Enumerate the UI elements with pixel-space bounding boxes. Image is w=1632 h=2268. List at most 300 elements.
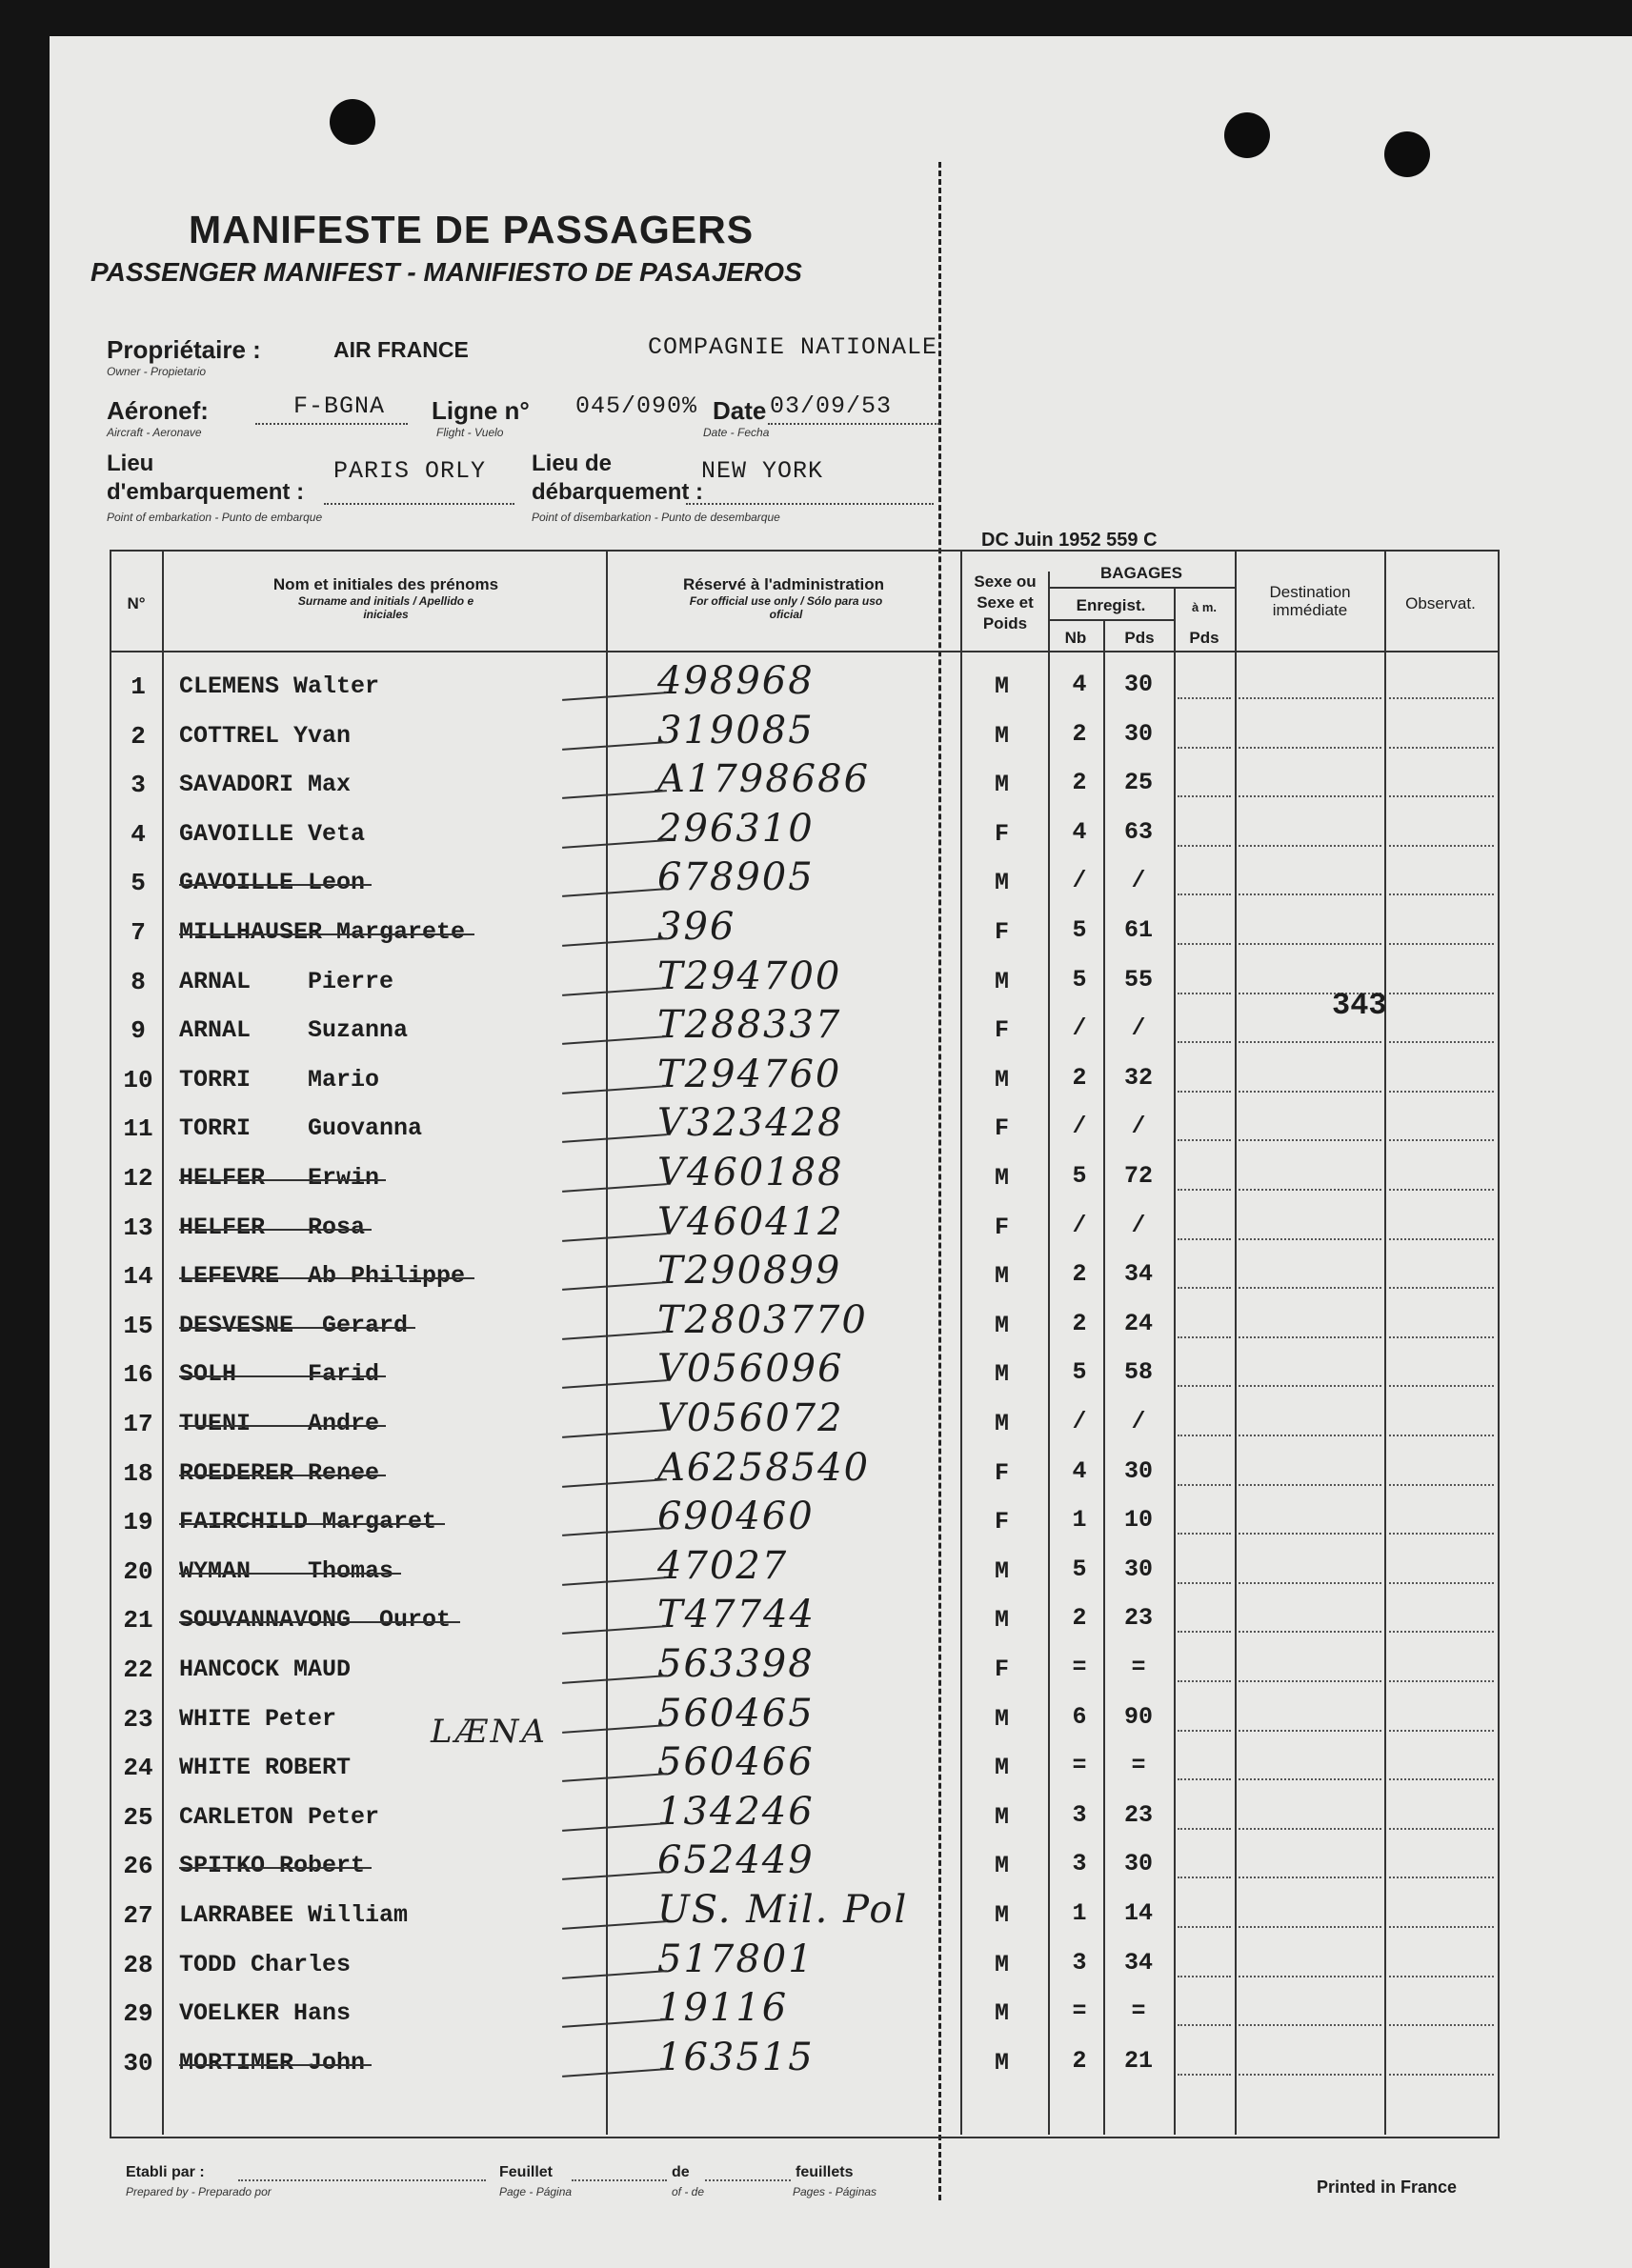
row-rule <box>1389 1484 1494 1486</box>
disembarkation-sublabel: Point of disembarkation - Punto de desembarque <box>532 511 780 524</box>
passenger-number: 8 <box>131 967 146 996</box>
passenger-sex: M <box>994 771 1009 799</box>
passenger-number: 16 <box>123 1360 153 1390</box>
header-official: Réservé à l'administration <box>683 575 884 593</box>
header-nb: Nb <box>1064 629 1087 647</box>
baggage-count: / <box>1072 1211 1087 1239</box>
passenger-number: 28 <box>123 1950 153 1979</box>
passenger-sex: M <box>994 1802 1009 1831</box>
official-reference: 163515 <box>657 2035 815 2079</box>
header-pds: Pds <box>1124 629 1155 647</box>
footer-de-line <box>705 2179 791 2181</box>
baggage-weight: 32 <box>1123 1063 1153 1092</box>
manifest-title: MANIFESTE DE PASSAGERS <box>189 208 755 251</box>
passenger-sex: M <box>994 1754 1009 1782</box>
row-rule <box>1239 697 1381 699</box>
header-main: à m. <box>1191 600 1217 614</box>
official-reference: 563398 <box>657 1642 815 1686</box>
row-rule <box>1178 1189 1231 1191</box>
check-stroke <box>562 1822 667 1832</box>
passenger-number: 2 <box>131 721 146 751</box>
passenger-sex: M <box>994 869 1009 897</box>
baggage-weight: 58 <box>1123 1358 1153 1387</box>
row-rule <box>1178 1828 1231 1830</box>
official-reference: A1798686 <box>657 757 871 802</box>
passenger-number: 20 <box>123 1556 153 1586</box>
baggage-count: / <box>1072 867 1087 895</box>
row-rule <box>1178 1091 1231 1093</box>
row-rule <box>1178 747 1231 749</box>
row-rule <box>1239 1041 1381 1043</box>
row-rule <box>1239 1385 1381 1387</box>
baggage-weight: 21 <box>1123 2046 1153 2075</box>
row-rule <box>1178 1041 1231 1043</box>
passenger-row <box>0 1740 1632 1790</box>
baggage-count: 4 <box>1072 1456 1087 1485</box>
baggage-count: 2 <box>1072 1260 1087 1289</box>
flight-sublabel: Flight - Vuelo <box>436 426 504 439</box>
row-rule <box>1239 1287 1381 1289</box>
passenger-sex: M <box>994 721 1009 750</box>
row-rule <box>1178 795 1231 797</box>
passenger-number: 21 <box>123 1606 153 1636</box>
check-stroke <box>562 1183 667 1193</box>
passenger-row <box>0 905 1632 954</box>
check-stroke <box>562 1920 667 1930</box>
passenger-name: SOLH Farid <box>179 1360 380 1389</box>
passenger-row <box>0 1495 1632 1544</box>
row-rule <box>1389 1582 1494 1584</box>
header-bagages: BAGAGES <box>1100 564 1182 582</box>
baggage-count: 5 <box>1072 965 1087 994</box>
check-stroke <box>562 1773 667 1782</box>
check-stroke <box>562 1233 667 1242</box>
row-rule <box>1239 1631 1381 1633</box>
baggage-count: 4 <box>1072 671 1087 698</box>
row-rule <box>1239 1582 1381 1584</box>
row-rule <box>1178 943 1231 945</box>
official-reference: T290899 <box>657 1249 842 1294</box>
printed-in-france: Printed in France <box>1317 2178 1458 2197</box>
passenger-number: 11 <box>123 1114 153 1144</box>
passenger-name: SOUVANNAVONG Ourot <box>179 1606 452 1635</box>
baggage-count: 5 <box>1072 1162 1087 1190</box>
name-strikethrough <box>179 1179 386 1181</box>
check-stroke <box>562 1380 667 1390</box>
passenger-sex: F <box>994 918 1009 946</box>
baggage-count: 5 <box>1072 1555 1087 1583</box>
passenger-name: MORTIMER John <box>179 2048 366 2077</box>
baggage-weight: 30 <box>1123 1850 1153 1878</box>
official-reference: 296310 <box>657 806 815 851</box>
row-rule <box>1389 1385 1494 1387</box>
name-strikethrough <box>179 1277 474 1279</box>
baggage-count: / <box>1072 1408 1087 1435</box>
row-rule <box>1239 1189 1381 1191</box>
baggage-count: = <box>1072 1997 1087 2026</box>
baggage-weight: 63 <box>1123 817 1153 846</box>
passenger-row <box>0 1790 1632 1839</box>
row-rule <box>1178 1778 1231 1780</box>
passenger-name: SAVADORI Max <box>179 771 352 799</box>
owner-extra: COMPAGNIE NATIONALE <box>648 333 938 361</box>
passenger-name: COTTREL Yvan <box>179 721 352 750</box>
row-rule <box>1178 993 1231 994</box>
baggage-weight: 14 <box>1123 1899 1153 1927</box>
passenger-row <box>0 1003 1632 1053</box>
row-rule <box>1239 1435 1381 1436</box>
passenger-name: GAVOILLE Leon <box>179 869 366 897</box>
check-stroke <box>562 937 667 947</box>
passenger-row <box>0 1396 1632 1446</box>
official-reference: 560465 <box>657 1691 815 1736</box>
passenger-sex: F <box>994 1656 1009 1683</box>
name-strikethrough <box>179 933 474 935</box>
row-rule <box>1239 845 1381 847</box>
passenger-sex: M <box>994 1311 1009 1339</box>
passenger-number: 19 <box>123 1508 153 1537</box>
disembarkation-value: NEW YORK <box>701 457 824 485</box>
header-observat: Observat. <box>1405 594 1476 612</box>
baggage-weight: = <box>1131 1997 1146 2026</box>
passenger-number: 10 <box>123 1065 153 1094</box>
passenger-number: 24 <box>123 1754 153 1783</box>
row-rule <box>1389 747 1494 749</box>
row-rule <box>1239 1680 1381 1682</box>
name-strikethrough <box>179 1375 386 1377</box>
row-rule <box>1239 943 1381 945</box>
baggage-weight: / <box>1131 1408 1146 1435</box>
passenger-sex: F <box>994 1016 1009 1045</box>
row-rule <box>1389 1336 1494 1338</box>
row-rule <box>1389 1189 1494 1191</box>
row-rule <box>1239 1877 1381 1878</box>
passenger-name: HANCOCK MAUD <box>179 1656 352 1683</box>
passenger-name: TODD Charles <box>179 1950 352 1978</box>
row-rule <box>1178 1680 1231 1682</box>
official-reference: T2803770 <box>657 1297 868 1342</box>
row-rule <box>1389 1828 1494 1830</box>
embarkation-label: Lieu d'embarquement : <box>107 451 305 505</box>
passenger-number: 15 <box>123 1311 153 1340</box>
footer-feuillet-label: Feuillet <box>499 2164 554 2180</box>
official-reference: V056096 <box>657 1347 844 1392</box>
row-rule <box>1389 1139 1494 1141</box>
header-name-sub: Surname and initials / Apellido e iniciales <box>297 594 474 621</box>
row-rule <box>1389 943 1494 945</box>
passenger-name: WYMAN Thomas <box>179 1556 394 1585</box>
check-stroke <box>562 987 667 996</box>
passenger-name: FAIRCHILD Margaret <box>179 1508 437 1536</box>
check-stroke <box>562 1576 667 1586</box>
baggage-weight: 10 <box>1123 1506 1153 1535</box>
footer-de-sub: of - de <box>672 2185 705 2198</box>
aircraft-value: F-BGNA <box>293 392 386 420</box>
official-reference: 47027 <box>657 1543 789 1588</box>
passenger-number: 7 <box>131 918 146 947</box>
header-main-pds: Pds <box>1189 629 1219 647</box>
disembarkation-label: Lieu de débarquement : <box>532 451 704 505</box>
footer-prepared-label: Etabli par : <box>126 2164 205 2180</box>
passenger-sex: M <box>994 967 1009 995</box>
passenger-row <box>0 709 1632 758</box>
baggage-count: 3 <box>1072 1850 1087 1878</box>
passenger-row <box>0 807 1632 856</box>
passenger-row <box>0 2036 1632 2085</box>
row-rule <box>1389 1778 1494 1780</box>
aircraft-sublabel: Aircraft - Aeronave <box>107 426 202 439</box>
passenger-sex: M <box>994 1901 1009 1929</box>
header-enregist: Enregist. <box>1076 596 1146 614</box>
baggage-count: 2 <box>1072 1604 1087 1633</box>
name-strikethrough <box>179 1573 401 1575</box>
flight-label: Ligne n° <box>432 396 530 425</box>
passenger-row <box>0 1298 1632 1348</box>
official-reference: T294700 <box>657 953 842 998</box>
date-sublabel: Date - Fecha <box>703 426 770 439</box>
row-rule <box>1239 2024 1381 2026</box>
passenger-sex: M <box>994 1360 1009 1389</box>
passenger-row <box>0 1937 1632 1987</box>
check-stroke <box>562 839 667 849</box>
official-reference: 319085 <box>657 708 815 753</box>
baggage-weight: / <box>1131 1113 1146 1141</box>
passenger-number: 5 <box>131 869 146 898</box>
check-stroke <box>562 1085 667 1094</box>
row-rule <box>1239 1730 1381 1732</box>
official-reference: T288337 <box>657 1003 842 1048</box>
row-rule <box>1389 893 1494 895</box>
row-rule <box>1178 697 1231 699</box>
footer-feuillet-line <box>572 2179 667 2181</box>
passenger-sex: F <box>994 1213 1009 1241</box>
check-stroke <box>562 1281 667 1291</box>
check-stroke <box>562 1724 667 1734</box>
baggage-weight: 24 <box>1123 1309 1153 1337</box>
passenger-number: 25 <box>123 1802 153 1832</box>
passenger-sex: F <box>994 1114 1009 1143</box>
row-rule <box>1178 1533 1231 1535</box>
passenger-sex: M <box>994 2048 1009 2077</box>
passenger-number: 18 <box>123 1458 153 1488</box>
baggage-count: / <box>1072 1113 1087 1141</box>
passenger-name: WHITE ROBERT <box>179 1754 352 1782</box>
passenger-number: 3 <box>131 771 146 800</box>
passenger-row <box>0 1347 1632 1396</box>
row-rule <box>1389 697 1494 699</box>
header-destination: Destination immédiate <box>1269 583 1351 619</box>
baggage-weight: 30 <box>1123 1456 1153 1485</box>
passenger-row <box>0 1838 1632 1888</box>
baggage-count: 2 <box>1072 2046 1087 2075</box>
passenger-name: ARNAL Suzanna <box>179 1016 409 1045</box>
baggage-weight: 30 <box>1123 1555 1153 1583</box>
baggage-weight: 90 <box>1123 1702 1153 1731</box>
footer-feuillet-sub: Page - Página <box>499 2185 573 2198</box>
row-rule <box>1389 1926 1494 1928</box>
official-reference: T47744 <box>657 1593 816 1637</box>
flight-value: 045/090% <box>575 392 698 420</box>
passenger-name: WHITE Peter <box>179 1704 337 1733</box>
footer-de-label: de <box>672 2164 690 2180</box>
check-stroke <box>562 2068 667 2077</box>
passenger-name: HELFER Rosa <box>179 1213 366 1241</box>
row-rule <box>1178 893 1231 895</box>
passenger-row <box>0 1101 1632 1151</box>
passenger-sex: M <box>994 1999 1009 2028</box>
baggage-weight: 25 <box>1123 769 1153 797</box>
date-label: Date <box>713 396 767 425</box>
baggage-weight: 34 <box>1123 1260 1153 1289</box>
name-strikethrough <box>179 1425 386 1427</box>
official-reference: 517801 <box>657 1937 815 1981</box>
passenger-sex: M <box>994 1410 1009 1437</box>
official-reference: 560466 <box>657 1740 815 1785</box>
baggage-weight: 23 <box>1123 1800 1153 1829</box>
check-stroke <box>562 889 667 898</box>
row-rule <box>1389 1238 1494 1240</box>
destination-total: 343 <box>1332 988 1387 1023</box>
check-stroke <box>562 741 667 751</box>
check-stroke <box>562 1134 667 1144</box>
passenger-number: 26 <box>123 1852 153 1881</box>
passenger-name: ARNAL Pierre <box>179 967 394 995</box>
passenger-number: 22 <box>123 1656 153 1684</box>
passenger-row <box>0 1888 1632 1937</box>
baggage-weight: = <box>1131 1654 1146 1681</box>
baggage-count: 3 <box>1072 1948 1087 1977</box>
passenger-row <box>0 757 1632 807</box>
passenger-sex: M <box>994 1065 1009 1094</box>
passenger-name: VOELKER Hans <box>179 1999 352 2028</box>
row-rule <box>1178 2074 1231 2076</box>
check-stroke <box>562 1626 667 1636</box>
passenger-row <box>0 1151 1632 1200</box>
passenger-sex: M <box>994 1164 1009 1192</box>
row-rule <box>1239 893 1381 895</box>
official-reference: V460412 <box>657 1199 844 1244</box>
row-rule <box>1178 1976 1231 1977</box>
passenger-row <box>0 1053 1632 1102</box>
baggage-count: = <box>1072 1654 1087 1681</box>
official-reference: 690460 <box>657 1495 815 1539</box>
baggage-weight: 30 <box>1123 719 1153 748</box>
check-stroke <box>562 2018 667 2028</box>
passenger-number: 12 <box>123 1164 153 1193</box>
passenger-sex: M <box>994 672 1009 700</box>
row-rule <box>1389 1041 1494 1043</box>
passenger-sex: F <box>994 1508 1009 1536</box>
passenger-name: ROEDERER Renee <box>179 1458 380 1487</box>
baggage-weight: 55 <box>1123 965 1153 994</box>
row-rule <box>1239 2074 1381 2076</box>
baggage-weight: / <box>1131 1211 1146 1239</box>
passenger-row <box>0 1692 1632 1741</box>
baggage-weight: 61 <box>1123 916 1153 944</box>
row-rule <box>1178 1582 1231 1584</box>
check-stroke <box>562 1478 667 1488</box>
passenger-name: CLEMENS Walter <box>179 672 380 700</box>
official-reference: US. Mil. Pol <box>657 1888 909 1932</box>
baggage-count: / <box>1072 1014 1087 1043</box>
passenger-number: 23 <box>123 1704 153 1734</box>
baggage-count: 1 <box>1072 1506 1087 1535</box>
aircraft-label: Aéronef: <box>107 396 209 425</box>
passenger-name: CARLETON Peter <box>179 1802 380 1831</box>
owner-value: AIR FRANCE <box>333 337 469 362</box>
row-rule <box>1239 1828 1381 1830</box>
official-reference: 498968 <box>657 659 815 703</box>
official-reference: 652449 <box>657 1838 815 1883</box>
passenger-name: DESVESNE Gerard <box>179 1311 409 1339</box>
row-rule <box>1178 1139 1231 1141</box>
manifest-subtitle: PASSENGER MANIFEST - MANIFIESTO DE PASAJEROS <box>91 257 802 287</box>
row-rule <box>1239 1976 1381 1977</box>
passenger-number: 14 <box>123 1262 153 1292</box>
name-strikethrough <box>179 1475 386 1476</box>
owner-sublabel: Owner - Propietario <box>107 365 207 378</box>
check-stroke <box>562 790 667 799</box>
passenger-row <box>0 1986 1632 2036</box>
row-rule <box>1389 1287 1494 1289</box>
passenger-row <box>0 1642 1632 1692</box>
baggage-count: 2 <box>1072 1309 1087 1337</box>
official-reference: 134246 <box>657 1789 815 1834</box>
baggage-weight: = <box>1131 1752 1146 1780</box>
passenger-name: LARRABEE William <box>179 1901 409 1929</box>
passenger-number: 30 <box>123 2048 153 2077</box>
name-strikethrough <box>179 1621 460 1623</box>
embarkation-value: PARIS ORLY <box>333 457 487 485</box>
check-stroke <box>562 1331 667 1340</box>
row-rule <box>1389 1533 1494 1535</box>
owner-label: Propriétaire : <box>107 335 261 364</box>
row-rule <box>1178 1435 1231 1436</box>
passenger-number: 27 <box>123 1901 153 1930</box>
footer-prepared-sub: Prepared by - Preparado por <box>126 2185 272 2198</box>
row-rule <box>1178 1385 1231 1387</box>
passenger-name: TUENI Andre <box>179 1410 380 1437</box>
row-rule <box>1239 1484 1381 1486</box>
embarkation-sublabel: Point of embarkation - Punto de embarque <box>107 511 323 524</box>
footer-feuillets-sub: Pages - Páginas <box>793 2185 877 2198</box>
passenger-number: 1 <box>131 672 146 701</box>
passenger-row <box>0 855 1632 905</box>
passenger-name: MILLHAUSER Margarete <box>179 918 466 946</box>
footer-prepared-line <box>238 2179 486 2181</box>
row-rule <box>1389 795 1494 797</box>
official-reference: 396 <box>657 905 736 949</box>
official-reference: T294760 <box>657 1052 842 1096</box>
row-rule <box>1178 1484 1231 1486</box>
passenger-row <box>0 954 1632 1004</box>
passenger-name: HELFER Erwin <box>179 1164 380 1192</box>
row-rule <box>1239 1336 1381 1338</box>
official-reference: A6258540 <box>657 1445 871 1490</box>
row-rule <box>1389 845 1494 847</box>
row-rule <box>1239 1238 1381 1240</box>
check-stroke <box>562 1527 667 1536</box>
official-reference: 19116 <box>657 1986 789 2031</box>
baggage-count: 6 <box>1072 1702 1087 1731</box>
row-rule <box>1239 1091 1381 1093</box>
row-rule <box>1178 1877 1231 1878</box>
passenger-number: 4 <box>131 819 146 849</box>
baggage-count: 5 <box>1072 916 1087 944</box>
row-rule <box>1178 845 1231 847</box>
official-reference: V460188 <box>657 1151 844 1194</box>
check-stroke <box>562 692 667 701</box>
